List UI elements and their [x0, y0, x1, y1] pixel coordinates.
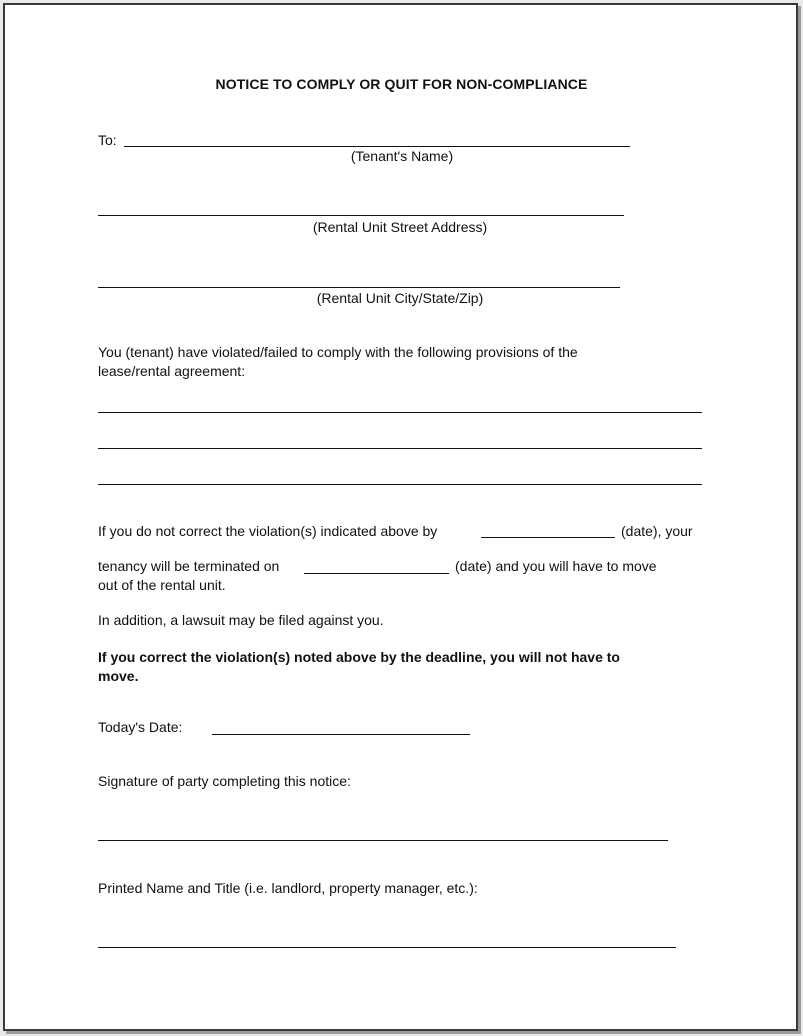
terminated-prefix: tenancy will be terminated on: [98, 558, 280, 574]
violation-line-1[interactable]: [98, 412, 702, 413]
signature-line[interactable]: [98, 840, 668, 841]
violation-line-3[interactable]: [98, 484, 702, 485]
correct-by-prefix: If you do not correct the violation(s) indicated above by: [98, 523, 438, 539]
violation-line-2[interactable]: [98, 448, 702, 449]
terminated-line2: out of the rental unit.: [98, 577, 226, 593]
correct-by-date-line[interactable]: [481, 537, 615, 538]
correct-by-suffix: (date), your: [621, 523, 693, 539]
street-address-line[interactable]: [98, 215, 624, 216]
termination-date-line[interactable]: [304, 573, 449, 574]
printed-name-label: Printed Name and Title (i.e. landlord, property manager, etc.):: [98, 880, 478, 896]
document-title: NOTICE TO COMPLY OR QUIT FOR NON-COMPLIANCE: [215, 76, 588, 92]
lawsuit-text: In addition, a lawsuit may be filed against you.: [98, 612, 384, 628]
todays-date-label: Today's Date:: [98, 719, 183, 735]
to-label: To:: [98, 132, 117, 148]
todays-date-line[interactable]: [212, 734, 470, 735]
bold-notice-line2: move.: [98, 668, 139, 684]
terminated-suffix: (date) and you will have to move: [455, 558, 657, 574]
violation-intro-line1: You (tenant) have violated/failed to comply with the following provisions of the: [98, 344, 578, 360]
city-state-zip-line[interactable]: [98, 287, 620, 288]
bold-notice-line1: If you correct the violation(s) noted above by the deadline, you will not have to: [98, 649, 620, 665]
tenant-name-caption: (Tenant's Name): [350, 148, 454, 164]
printed-name-line[interactable]: [98, 947, 676, 948]
city-state-zip-caption: (Rental Unit City/State/Zip): [316, 290, 484, 306]
street-address-caption: (Rental Unit Street Address): [312, 219, 488, 235]
tenant-name-line[interactable]: [124, 146, 630, 147]
signature-label: Signature of party completing this notice:: [98, 773, 351, 789]
violation-intro-line2: lease/rental agreement:: [98, 363, 246, 379]
